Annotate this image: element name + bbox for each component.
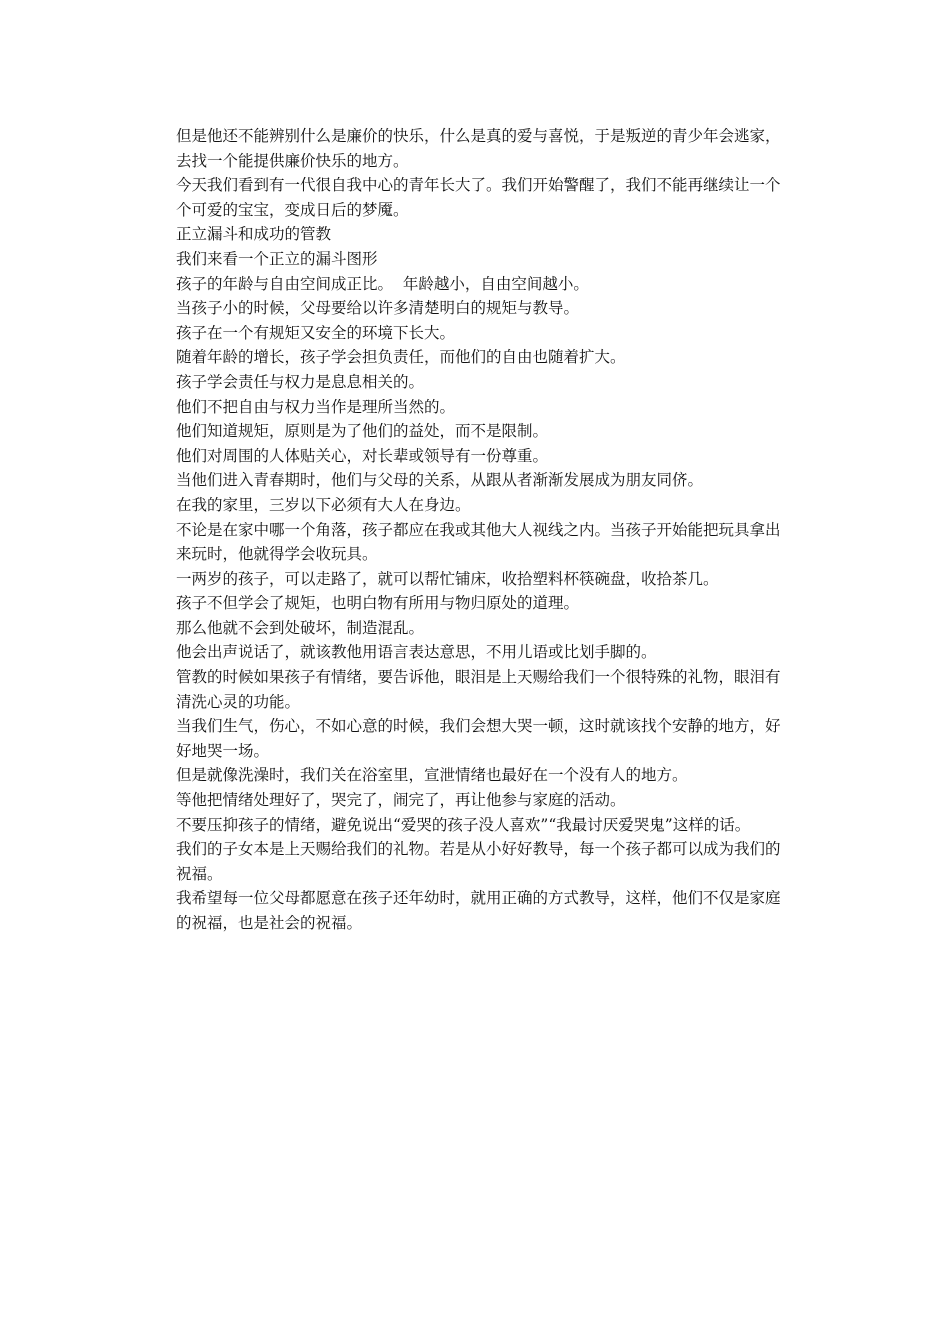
paragraph: 那么他就不会到处破坏，制造混乱。	[176, 618, 425, 637]
paragraph: 他们知道规矩，原则是为了他们的益处，而不是限制。	[176, 422, 549, 441]
paragraph: 我希望每一位父母都愿意在孩子还年幼时，就用正确的方式教导，这样，他们不仅是家庭的祝福，也是社会的祝福。	[176, 889, 781, 932]
paragraph: 我们来看一个正立的漏斗图形	[176, 249, 378, 268]
paragraph: 孩子不但学会了规矩，也明白物有所用与物归原处的道理。	[176, 594, 580, 613]
paragraph: 当我们生气，伤心，不如心意的时候，我们会想大哭一顿，这时就该找个安静的地方，好好地哭一场。	[176, 717, 781, 760]
paragraph: 我们的子女本是上天赐给我们的礼物。若是从小好好教导，每一个孩子都可以成为我们的祝福。	[176, 840, 781, 883]
paragraph: 当孩子小的时候，父母要给以许多清楚明白的规矩与教导。	[176, 299, 580, 318]
paragraph: 但是他还不能辨别什么是廉价的快乐，什么是真的爱与喜悦，于是叛逆的青少年会逃家，去找一个能提供廉价快乐的地方。	[176, 127, 781, 170]
paragraph: 他们不把自由与权力当作是理所当然的。	[176, 397, 456, 416]
paragraph: 当他们进入青春期时，他们与父母的关系，从跟从者渐渐发展成为朋友同侪。	[176, 471, 704, 490]
paragraph: 今天我们看到有一代很自我中心的青年长大了。我们开始警醒了，我们不能再继续让一个个可爱的宝宝，变成日后的梦魇。	[176, 176, 781, 219]
paragraph: 不要压抑孩子的情绪，避免说出“爱哭的孩子没人喜欢”“我最讨厌爱哭鬼”这样的话。	[176, 815, 751, 834]
paragraph: 管教的时候如果孩子有情绪，要告诉他，眼泪是上天赐给我们一个很特殊的礼物，眼泪有清洗心灵的功能。	[176, 668, 781, 711]
paragraph: 他们对周围的人体贴关心，对长辈或领导有一份尊重。	[176, 446, 549, 465]
section-heading: 正立漏斗和成功的管教	[176, 225, 332, 244]
paragraph: 他会出声说话了，就该教他用语言表达意思，不用儿语或比划手脚的。	[176, 643, 657, 662]
document-body	[176, 124, 784, 936]
paragraph: 等他把情绪处理好了，哭完了，闹完了，再让他参与家庭的活动。	[176, 791, 626, 810]
paragraph: 在我的家里，三岁以下必须有大人在身边。	[176, 495, 471, 514]
paragraph: 孩子的年龄与自由空间成正比。 年龄越小，自由空间越小。	[176, 274, 589, 293]
paragraph: 随着年龄的增长，孩子学会担负责任，而他们的自由也随着扩大。	[176, 348, 626, 367]
paragraph: 但是就像洗澡时，我们关在浴室里，宣泄情绪也最好在一个没有人的地方。	[176, 766, 688, 785]
paragraph: 一两岁的孩子，可以走路了，就可以帮忙铺床，收拾塑料杯筷碗盘，收拾茶几。	[176, 569, 719, 588]
paragraph: 孩子在一个有规矩又安全的环境下长大。	[176, 323, 456, 342]
paragraph: 孩子学会责任与权力是息息相关的。	[176, 372, 425, 391]
paragraph: 不论是在家中哪一个角落，孩子都应在我或其他大人视线之内。当孩子开始能把玩具拿出来玩时，他就得学会收玩具。	[176, 520, 781, 564]
